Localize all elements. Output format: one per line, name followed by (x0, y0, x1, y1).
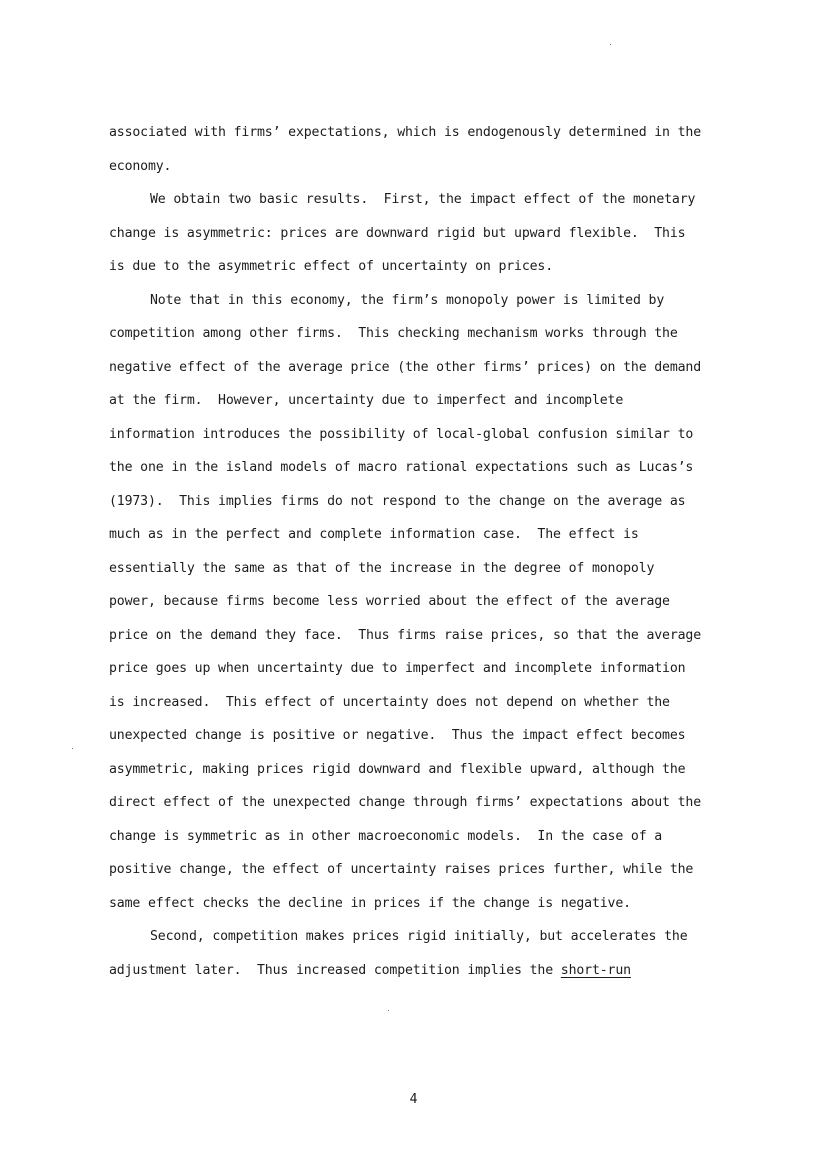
text-line (109, 156, 749, 190)
line-text: essentially the same as that of the increase in the degree of monopoly (109, 560, 655, 576)
text-line (109, 658, 749, 692)
text-line (109, 122, 749, 156)
text-line (109, 189, 749, 223)
text-line (109, 558, 749, 592)
line-text: power, because firms become less worried about the effect of the average (109, 594, 670, 609)
line-text: price goes up when uncertainty due to imperfect and incomplete information (109, 661, 686, 676)
line-text: associated with firms’ expectations, which is endogenously determined in the (109, 125, 702, 140)
text-line (109, 390, 749, 424)
body-text (109, 122, 749, 993)
text-line (109, 859, 749, 893)
line-text: (1973). This implies firms do not respond to the change on the average as (109, 493, 686, 509)
text-line (109, 926, 749, 960)
text-line (109, 625, 749, 659)
line-text: same effect checks the decline in prices if the change is negative. (109, 895, 631, 911)
text-line (109, 223, 749, 257)
text-line (109, 826, 749, 860)
text-line (109, 792, 749, 826)
text-line (109, 725, 749, 759)
line-text: economy. (109, 158, 172, 174)
scan-speck (388, 1010, 389, 1011)
text-line (109, 591, 749, 625)
line-text: change is symmetric as in other macroeconomic models. In the case of a (109, 828, 663, 844)
line-text: negative effect of the average price (the other firms’ prices) on the demand (109, 359, 702, 375)
text-line (109, 424, 749, 458)
text-line (109, 323, 749, 357)
line-text: much as in the perfect and complete information case. The effect is (109, 527, 639, 542)
line-text: positive change, the effect of uncertainty raises prices further, while the (109, 862, 694, 877)
line-text: price on the demand they face. Thus firms raise prices, so that the average (109, 627, 702, 643)
line-text: asymmetric, making prices rigid downward and flexible upward, although the (109, 761, 686, 777)
line-text: adjustment later. Thus increased competition implies the (109, 962, 561, 978)
line-text: unexpected change is positive or negative. Thus the impact effect becomes (109, 728, 686, 743)
line-text: information introduces the possibility of local-global confusion similar to (109, 426, 694, 442)
text-line (109, 357, 749, 391)
line-text: direct effect of the unexpected change through firms’ expectations about the (109, 795, 702, 810)
line-text: is due to the asymmetric effect of uncertainty on prices. (109, 259, 554, 274)
line-text: at the firm. However, uncertainty due to imperfect and incomplete (109, 393, 624, 408)
text-line (109, 457, 749, 491)
text-line (109, 960, 749, 994)
underlined-phrase: short-run (560, 962, 631, 978)
line-text: change is asymmetric: prices are downward rigid but upward flexible. This (109, 225, 686, 241)
line-text: We obtain two basic results. First, the impact effect of the monetary (150, 192, 696, 207)
line-text: Note that in this economy, the firm’s monopoly power is limited by (150, 292, 665, 308)
text-line (109, 290, 749, 324)
page-number: 4 (409, 1092, 418, 1107)
text-line (109, 256, 749, 290)
text-line (109, 759, 749, 793)
scan-speck (610, 44, 611, 45)
scan-speck (72, 748, 73, 749)
line-text: is increased. This effect of uncertainty does not depend on whether the (109, 694, 670, 710)
text-line (109, 491, 749, 525)
text-line (109, 524, 749, 558)
text-line (109, 893, 749, 927)
line-text: competition among other firms. This checking mechanism works through the (109, 326, 678, 341)
line-text: the one in the island models of macro rational expectations such as Lucas’s (109, 460, 694, 475)
text-line (109, 692, 749, 726)
line-text: Second, competition makes prices rigid initially, but accelerates the (150, 929, 688, 944)
